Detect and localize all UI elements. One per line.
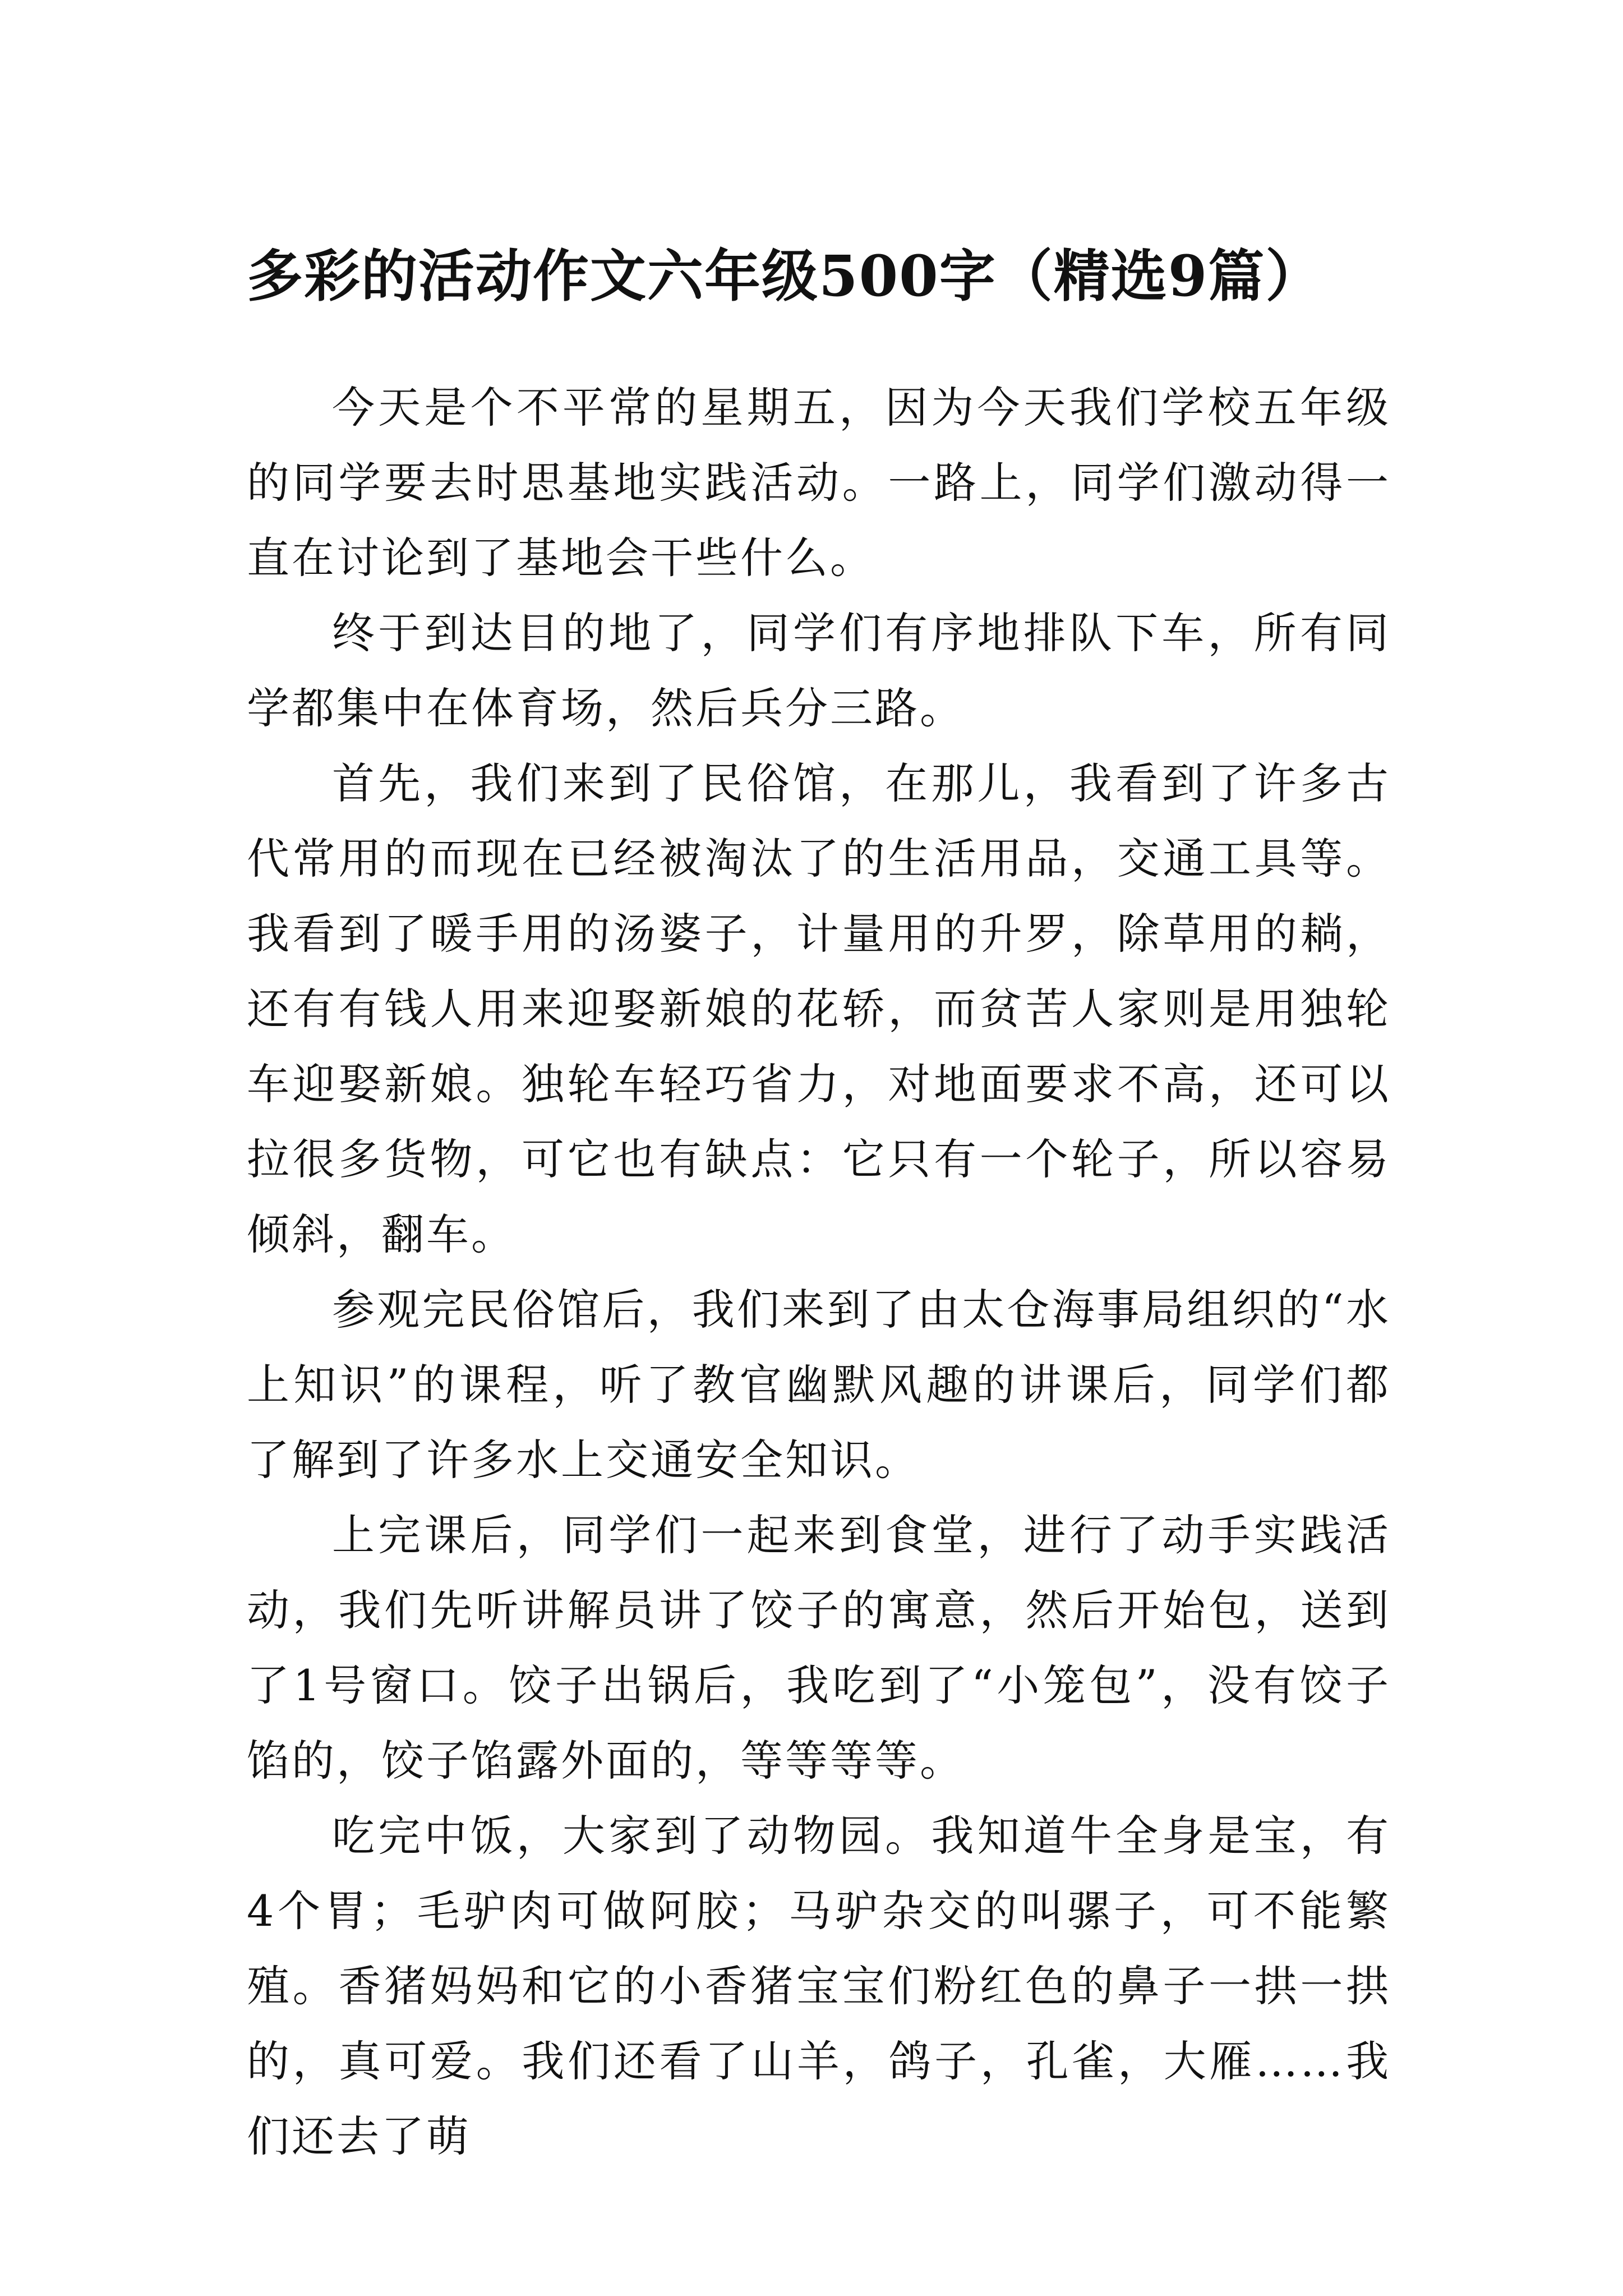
paragraph-2: 终于到达目的地了，同学们有序地排队下车，所有同学都集中在体育场，然后兵分三路。 bbox=[247, 608, 1391, 733]
paragraph-3: 首先，我们来到了民俗馆，在那儿，我看到了许多古代常用的而现在已经被淘汰了的生活用品，交通工具等。我看到了暖手用的汤婆子，计量用的升罗，除草用的耥，还有有钱人用来迎娶新娘的花轿，而贫苦人家则是用独轮车迎娶新娘。独轮车轻巧省力，对地面要求不高，还可以拉很多货物，可它也有缺点：它只有一个轮子，所以容易倾斜，翻车。 bbox=[247, 758, 1391, 1259]
paragraph-6: 吃完中饭，大家到了动物园。我知道牛全身是宝，有4个胃；毛驴肉可做阿胶；马驴杂交的叫骡子，可不能繁殖。香猪妈妈和它的小香猪宝宝们粉红色的鼻子一拱一拱的，真可爱。我们还看了山羊，鸽子，孔雀，大雁……我们还去了萌 bbox=[247, 1811, 1391, 2161]
paragraph-1: 今天是个不平常的星期五，因为今天我们学校五年级的同学要去时思基地实践活动。一路上，同学们激动得一直在讨论到了基地会干些什么。 bbox=[247, 383, 1391, 583]
document-title: 多彩的活动作文六年级500字（精选9篇） bbox=[247, 243, 1323, 309]
document-body bbox=[247, 370, 1391, 2174]
paragraph-5: 上完课后，同学们一起来到食堂，进行了动手实践活动，我们先听讲解员讲了饺子的寓意，然后开始包，送到了1号窗口。饺子出锅后，我吃到了“小笼包”，没有饺子馅的，饺子馅露外面的，等等等等。 bbox=[247, 1510, 1391, 1786]
paragraph-4: 参观完民俗馆后，我们来到了由太仓海事局组织的“水上知识”的课程，听了教官幽默风趣的讲课后，同学们都了解到了许多水上交通安全知识。 bbox=[247, 1285, 1391, 1485]
